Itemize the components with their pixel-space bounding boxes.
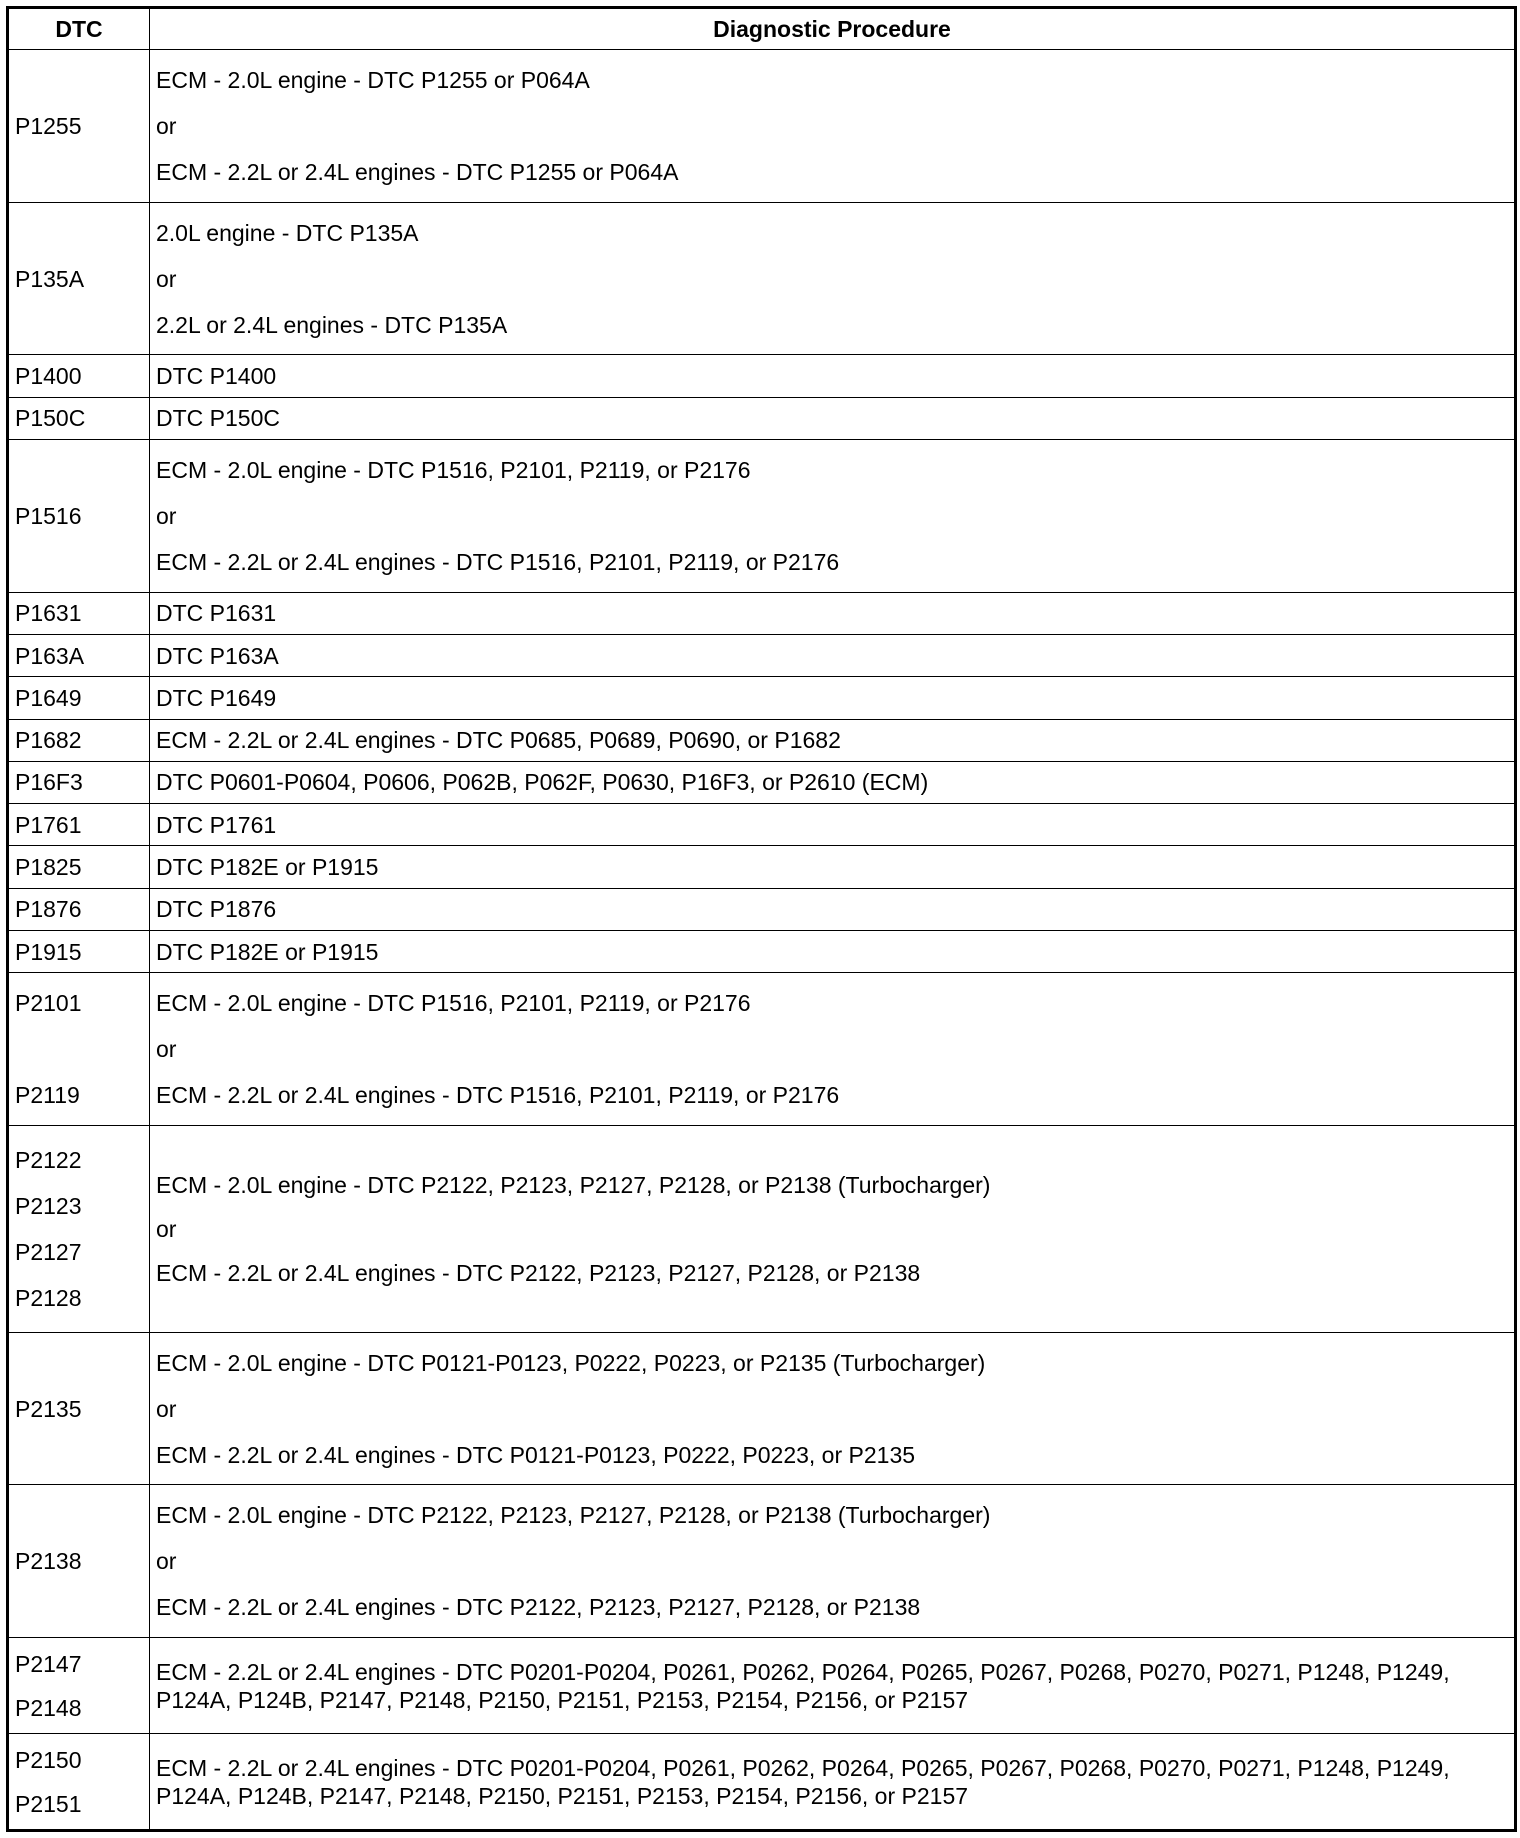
procedure-cell xyxy=(150,973,1516,1126)
procedure-text: ECM - 2.2L or 2.4L engines - DTC P1516, P2101, P2119, or P2176 xyxy=(156,548,840,575)
dtc-code: P2148 xyxy=(15,1694,82,1721)
dtc-cell xyxy=(8,719,150,761)
dtc-code: P1761 xyxy=(15,811,82,838)
procedure-cell xyxy=(150,1332,1516,1485)
dtc-cell xyxy=(8,397,150,439)
procedure-text: DTC P1761 xyxy=(156,811,277,838)
procedure-text: ECM - 2.0L engine - DTC P2122, P2123, P2127, P2128, or P2138 (Turbocharger) xyxy=(156,1502,991,1529)
procedure-cell xyxy=(150,1485,1516,1638)
procedure-cell xyxy=(150,440,1516,593)
procedure-cell xyxy=(150,1734,1516,1831)
procedure-text: 2.2L or 2.4L engines - DTC P135A xyxy=(156,311,508,338)
procedure-text: ECM - 2.0L engine - DTC P2122, P2123, P2127, P2128, or P2138 (Turbocharger) xyxy=(156,1171,991,1198)
table-row xyxy=(8,1485,1516,1638)
dtc-code: P1876 xyxy=(15,896,82,923)
or-separator: or xyxy=(156,265,177,292)
table-row xyxy=(8,846,1516,888)
dtc-code: P2151 xyxy=(15,1790,82,1817)
dtc-cell xyxy=(8,804,150,846)
or-separator: or xyxy=(156,1215,177,1242)
or-separator: or xyxy=(156,112,177,139)
procedure-cell xyxy=(150,1125,1516,1332)
dtc-code: P2147 xyxy=(15,1650,82,1677)
procedure-text: ECM - 2.0L engine - DTC P1255 or P064A xyxy=(156,66,590,93)
procedure-cell xyxy=(150,635,1516,677)
dtc-cell xyxy=(8,1734,150,1831)
dtc-code: P2119 xyxy=(15,1082,80,1109)
procedure-text: DTC P163A xyxy=(156,642,279,669)
procedure-text: DTC P1400 xyxy=(156,363,277,390)
table-row xyxy=(8,50,1516,203)
procedure-cell xyxy=(150,761,1516,803)
dtc-code: P150C xyxy=(15,405,86,432)
procedure-text: DTC P1631 xyxy=(156,600,277,627)
table-row xyxy=(8,888,1516,930)
procedure-text: DTC P1649 xyxy=(156,684,277,711)
table-row xyxy=(8,1332,1516,1485)
procedure-text: ECM - 2.2L or 2.4L engines - DTC P1516, P2101, P2119, or P2176 xyxy=(156,1082,840,1109)
table-row xyxy=(8,719,1516,761)
procedure-text: ECM - 2.2L or 2.4L engines - DTC P0201-P0204, P0261, P0262, P0264, P0265, P0267, P0268, P0270, P0271, P1248, P1249, P124A, P124B, P2147, P2148, P2150, P2151, P2153, P2154, P2156, or P2157 xyxy=(156,1658,1450,1713)
procedure-text: ECM - 2.2L or 2.4L engines - DTC P1255 or P064A xyxy=(156,158,679,185)
dtc-cell xyxy=(8,440,150,593)
dtc-cell xyxy=(8,355,150,397)
procedure-text: ECM - 2.0L engine - DTC P1516, P2101, P2119, or P2176 xyxy=(156,456,751,483)
dtc-code: P1682 xyxy=(15,727,82,754)
procedure-cell xyxy=(150,202,1516,355)
or-separator: or xyxy=(156,1548,177,1575)
dtc-cell xyxy=(8,888,150,930)
dtc-code: P1400 xyxy=(15,363,82,390)
dtc-cell xyxy=(8,50,150,203)
procedure-cell xyxy=(150,50,1516,203)
dtc-code: P1649 xyxy=(15,684,82,711)
table-row xyxy=(8,592,1516,634)
procedure-text: ECM - 2.2L or 2.4L engines - DTC P0121-P0123, P0222, P0223, or P2135 xyxy=(156,1441,916,1468)
dtc-cell xyxy=(8,930,150,972)
procedure-text: 2.0L engine - DTC P135A xyxy=(156,219,419,246)
table-row xyxy=(8,397,1516,439)
procedure-text: DTC P182E or P1915 xyxy=(156,938,379,965)
procedure-text: ECM - 2.0L engine - DTC P1516, P2101, P2119, or P2176 xyxy=(156,990,751,1017)
procedure-cell xyxy=(150,888,1516,930)
procedure-text: DTC P1876 xyxy=(156,896,277,923)
dtc-cell xyxy=(8,635,150,677)
dtc-cell xyxy=(8,677,150,719)
table-header-row xyxy=(8,8,1516,50)
dtc-code: P1255 xyxy=(15,112,82,139)
procedure-cell xyxy=(150,846,1516,888)
dtc-cell xyxy=(8,1638,150,1734)
table-body xyxy=(8,50,1516,1831)
dtc-cell xyxy=(8,1485,150,1638)
procedure-column-header: Diagnostic Procedure xyxy=(150,8,1516,50)
table-row xyxy=(8,202,1516,355)
or-separator: or xyxy=(156,1395,177,1422)
procedure-text: DTC P0601-P0604, P0606, P062B, P062F, P0630, P16F3, or P2610 (ECM) xyxy=(156,769,929,796)
procedure-cell xyxy=(150,804,1516,846)
procedure-text: DTC P182E or P1915 xyxy=(156,854,379,881)
dtc-code: P1825 xyxy=(15,854,82,881)
dtc-code: P163A xyxy=(15,642,85,669)
procedure-text: DTC P150C xyxy=(156,405,280,432)
procedure-cell xyxy=(150,930,1516,972)
dtc-code: P2127 xyxy=(15,1238,82,1265)
dtc-column-header: DTC xyxy=(8,8,150,50)
dtc-code: P2138 xyxy=(15,1548,82,1575)
procedure-cell xyxy=(150,1638,1516,1734)
procedure-text: ECM - 2.2L or 2.4L engines - DTC P2122, P2123, P2127, P2128, or P2138 xyxy=(156,1259,921,1286)
procedure-cell xyxy=(150,592,1516,634)
dtc-table xyxy=(6,6,1517,1832)
dtc-cell xyxy=(8,202,150,355)
procedure-cell xyxy=(150,677,1516,719)
table-row xyxy=(8,1125,1516,1332)
procedure-text: ECM - 2.2L or 2.4L engines - DTC P0685, P0689, P0690, or P1682 xyxy=(156,727,841,754)
table-row xyxy=(8,1734,1516,1831)
dtc-code: P2101 xyxy=(15,990,82,1017)
procedure-text: ECM - 2.0L engine - DTC P0121-P0123, P0222, P0223, or P2135 (Turbocharger) xyxy=(156,1349,986,1376)
table-row xyxy=(8,635,1516,677)
procedure-cell xyxy=(150,397,1516,439)
dtc-code: P135A xyxy=(15,265,85,292)
dtc-cell xyxy=(8,1332,150,1485)
procedure-cell xyxy=(150,719,1516,761)
dtc-code: P16F3 xyxy=(15,769,83,796)
dtc-code: P1516 xyxy=(15,502,82,529)
table-row xyxy=(8,355,1516,397)
dtc-code: P2135 xyxy=(15,1395,82,1422)
dtc-code: P2122 xyxy=(15,1146,82,1173)
or-separator: or xyxy=(156,502,177,529)
procedure-text: ECM - 2.2L or 2.4L engines - DTC P2122, P2123, P2127, P2128, or P2138 xyxy=(156,1594,921,1621)
dtc-cell xyxy=(8,846,150,888)
dtc-code: P2123 xyxy=(15,1192,82,1219)
dtc-code: P1915 xyxy=(15,938,82,965)
dtc-cell xyxy=(8,592,150,634)
table-row xyxy=(8,440,1516,593)
dtc-cell xyxy=(8,761,150,803)
table-row xyxy=(8,761,1516,803)
or-separator: or xyxy=(156,1036,177,1063)
table-row xyxy=(8,677,1516,719)
procedure-text: ECM - 2.2L or 2.4L engines - DTC P0201-P0204, P0261, P0262, P0264, P0265, P0267, P0268, P0270, P0271, P1248, P1249, P124A, P124B, P2147, P2148, P2150, P2151, P2153, P2154, P2156, or P2157 xyxy=(156,1754,1450,1809)
dtc-cell xyxy=(8,973,150,1126)
table-row xyxy=(8,973,1516,1126)
table-row xyxy=(8,804,1516,846)
table-row xyxy=(8,930,1516,972)
dtc-code: P1631 xyxy=(15,600,82,627)
dtc-cell xyxy=(8,1125,150,1332)
dtc-code: P2150 xyxy=(15,1746,82,1773)
procedure-cell xyxy=(150,355,1516,397)
dtc-code: P2128 xyxy=(15,1284,82,1311)
table-row xyxy=(8,1638,1516,1734)
